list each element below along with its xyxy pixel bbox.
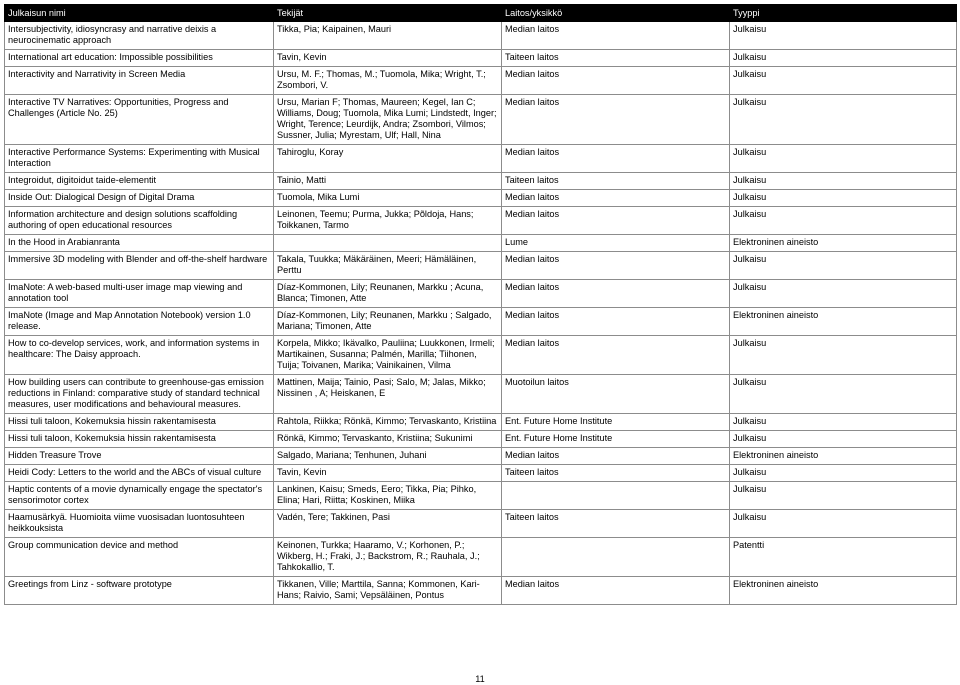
cell-authors: Ursu, M. F.; Thomas, M.; Tuomola, Mika; Wright, T.; Zsombori, V.: [274, 67, 502, 95]
cell-title: How building users can contribute to greenhouse-gas emission reductions in Finland: comparative study of standard technical measures, user modifications and behavioural measures.: [5, 375, 274, 414]
cell-title: International art education: Impossible possibilities: [5, 50, 274, 67]
cell-unit: Ent. Future Home Institute: [502, 431, 730, 448]
cell-type: Julkaisu: [730, 190, 957, 207]
cell-title: Hidden Treasure Trove: [5, 448, 274, 465]
table-row: [5, 482, 957, 510]
table-row: [5, 280, 957, 308]
cell-unit: Median laitos: [502, 280, 730, 308]
cell-unit: Median laitos: [502, 252, 730, 280]
table-row: [5, 22, 957, 50]
cell-title: Heidi Cody: Letters to the world and the ABCs of visual culture: [5, 465, 274, 482]
cell-type: Julkaisu: [730, 482, 957, 510]
cell-type: Julkaisu: [730, 414, 957, 431]
cell-unit: Median laitos: [502, 190, 730, 207]
cell-type: Patentti: [730, 538, 957, 577]
cell-unit: Ent. Future Home Institute: [502, 414, 730, 431]
cell-title: Immersive 3D modeling with Blender and off-the-shelf hardware: [5, 252, 274, 280]
cell-authors: Tavin, Kevin: [274, 50, 502, 67]
cell-unit: Taiteen laitos: [502, 510, 730, 538]
cell-unit: Median laitos: [502, 67, 730, 95]
header-row: [5, 5, 957, 22]
table-row: [5, 190, 957, 207]
table-row: [5, 375, 957, 414]
cell-authors: Keinonen, Turkka; Haaramo, V.; Korhonen, P.; Wikberg, H.; Fraki, J.; Backstrom, R.; Rauhala, J.; Tahkokallio, T.: [274, 538, 502, 577]
table-row: [5, 414, 957, 431]
cell-title: ImaNote (Image and Map Annotation Notebook) version 1.0 release.: [5, 308, 274, 336]
cell-unit: Median laitos: [502, 336, 730, 375]
cell-unit: [502, 538, 730, 577]
table-row: [5, 448, 957, 465]
cell-authors: Korpela, Mikko; Ikävalko, Pauliina; Luukkonen, Irmeli; Martikainen, Susanna; Palmén, Marilla; Tiihonen, Tuija; Toivanen, Marika; Vainikainen, Vilma: [274, 336, 502, 375]
cell-title: Haamusärkyä. Huomioita viime vuosisadan luontosuhteen heikkouksista: [5, 510, 274, 538]
cell-authors: Takala, Tuukka; Mäkäräinen, Meeri; Hämäläinen, Perttu: [274, 252, 502, 280]
cell-title: Interactive Performance Systems: Experimenting with Musical Interaction: [5, 145, 274, 173]
cell-type: Elektroninen aineisto: [730, 308, 957, 336]
page-number: 11: [475, 674, 485, 684]
cell-unit: Median laitos: [502, 577, 730, 605]
cell-unit: Median laitos: [502, 448, 730, 465]
cell-type: Julkaisu: [730, 336, 957, 375]
table-row: [5, 308, 957, 336]
cell-title: Hissi tuli taloon, Kokemuksia hissin rakentamisesta: [5, 431, 274, 448]
column-header-type: Tyyppi: [730, 5, 957, 22]
cell-authors: Mattinen, Maija; Tainio, Pasi; Salo, M; Jalas, Mikko; Nissinen , A; Heiskanen, E: [274, 375, 502, 414]
cell-type: Julkaisu: [730, 95, 957, 145]
cell-unit: Median laitos: [502, 207, 730, 235]
cell-type: Julkaisu: [730, 280, 957, 308]
cell-type: Julkaisu: [730, 431, 957, 448]
column-header-unit: Laitos/yksikkö: [502, 5, 730, 22]
cell-title: Group communication device and method: [5, 538, 274, 577]
table-row: [5, 207, 957, 235]
cell-authors: Vadén, Tere; Takkinen, Pasi: [274, 510, 502, 538]
cell-title: Interactive TV Narratives: Opportunities, Progress and Challenges (Article No. 25): [5, 95, 274, 145]
cell-type: Julkaisu: [730, 145, 957, 173]
cell-authors: Tahiroglu, Koray: [274, 145, 502, 173]
cell-unit: Taiteen laitos: [502, 173, 730, 190]
cell-unit: Taiteen laitos: [502, 50, 730, 67]
table-row: [5, 67, 957, 95]
cell-unit: Taiteen laitos: [502, 465, 730, 482]
cell-title: In the Hood in Arabianranta: [5, 235, 274, 252]
table-row: [5, 145, 957, 173]
cell-type: Elektroninen aineisto: [730, 577, 957, 605]
cell-unit: [502, 482, 730, 510]
table-row: [5, 173, 957, 190]
cell-title: Greetings from Linz - software prototype: [5, 577, 274, 605]
cell-title: Intersubjectivity, idiosyncrasy and narrative deixis a neurocinematic approach: [5, 22, 274, 50]
cell-type: Julkaisu: [730, 252, 957, 280]
cell-type: Julkaisu: [730, 207, 957, 235]
table-row: [5, 465, 957, 482]
cell-unit: Median laitos: [502, 22, 730, 50]
cell-type: Julkaisu: [730, 50, 957, 67]
cell-authors: Tikkanen, Ville; Marttila, Sanna; Kommonen, Kari-Hans; Raivio, Sami; Vepsäläinen, Pontus: [274, 577, 502, 605]
column-header-authors: Tekijät: [274, 5, 502, 22]
publications-table: [4, 4, 957, 605]
cell-authors: Tuomola, Mika Lumi: [274, 190, 502, 207]
table-header: [5, 5, 957, 22]
cell-title: Haptic contents of a movie dynamically engage the spectator's sensorimotor cortex: [5, 482, 274, 510]
cell-unit: Lume: [502, 235, 730, 252]
cell-authors: Salgado, Mariana; Tenhunen, Juhani: [274, 448, 502, 465]
cell-title: ImaNote: A web-based multi-user image map viewing and annotation tool: [5, 280, 274, 308]
cell-unit: Muotoilun laitos: [502, 375, 730, 414]
cell-authors: Tavin, Kevin: [274, 465, 502, 482]
cell-title: Inside Out: Dialogical Design of Digital Drama: [5, 190, 274, 207]
column-header-title: Julkaisun nimi: [5, 5, 274, 22]
table-row: [5, 252, 957, 280]
table-row: [5, 431, 957, 448]
cell-type: Julkaisu: [730, 510, 957, 538]
cell-authors: Ursu, Marian F; Thomas, Maureen; Kegel, Ian C; Williams, Doug; Tuomola, Mika Lumi; Lindstedt, Inger; Wright, Terence; Leurdijk, Andra; Zsombori, Vilmos; Sussner, Julia; Myrestam, Ulf; Hall, Nina: [274, 95, 502, 145]
table-row: [5, 510, 957, 538]
cell-type: Julkaisu: [730, 465, 957, 482]
cell-type: Julkaisu: [730, 22, 957, 50]
cell-unit: Median laitos: [502, 145, 730, 173]
cell-authors: [274, 235, 502, 252]
cell-authors: Díaz-Kommonen, Lily; Reunanen, Markku ; Salgado, Mariana; Timonen, Atte: [274, 308, 502, 336]
cell-authors: Leinonen, Teemu; Purma, Jukka; Põldoja, Hans; Toikkanen, Tarmo: [274, 207, 502, 235]
table-body: [5, 22, 957, 605]
cell-authors: Rönkä, Kimmo; Tervaskanto, Kristiina; Sukunimi: [274, 431, 502, 448]
cell-title: How to co-develop services, work, and information systems in healthcare: The Daisy approach.: [5, 336, 274, 375]
cell-title: Integroidut, digitoidut taide-elementit: [5, 173, 274, 190]
cell-unit: Median laitos: [502, 308, 730, 336]
cell-type: Elektroninen aineisto: [730, 448, 957, 465]
cell-type: Elektroninen aineisto: [730, 235, 957, 252]
cell-type: Julkaisu: [730, 67, 957, 95]
table-row: [5, 95, 957, 145]
table-row: [5, 235, 957, 252]
cell-authors: Rahtola, Riikka; Rönkä, Kimmo; Tervaskanto, Kristiina: [274, 414, 502, 431]
cell-title: Interactivity and Narrativity in Screen Media: [5, 67, 274, 95]
cell-authors: Tainio, Matti: [274, 173, 502, 190]
cell-authors: Tikka, Pia; Kaipainen, Mauri: [274, 22, 502, 50]
cell-authors: Lankinen, Kaisu; Smeds, Eero; Tikka, Pia; Pihko, Elina; Hari, Riitta; Koskinen, Miika: [274, 482, 502, 510]
table-row: [5, 50, 957, 67]
cell-authors: Díaz-Kommonen, Lily; Reunanen, Markku ; Acuna, Blanca; Timonen, Atte: [274, 280, 502, 308]
cell-title: Hissi tuli taloon, Kokemuksia hissin rakentamisesta: [5, 414, 274, 431]
cell-title: Information architecture and design solutions scaffolding authoring of open educational resources: [5, 207, 274, 235]
cell-type: Julkaisu: [730, 173, 957, 190]
cell-unit: Median laitos: [502, 95, 730, 145]
table-row: [5, 577, 957, 605]
cell-type: Julkaisu: [730, 375, 957, 414]
table-row: [5, 336, 957, 375]
table-row: [5, 538, 957, 577]
